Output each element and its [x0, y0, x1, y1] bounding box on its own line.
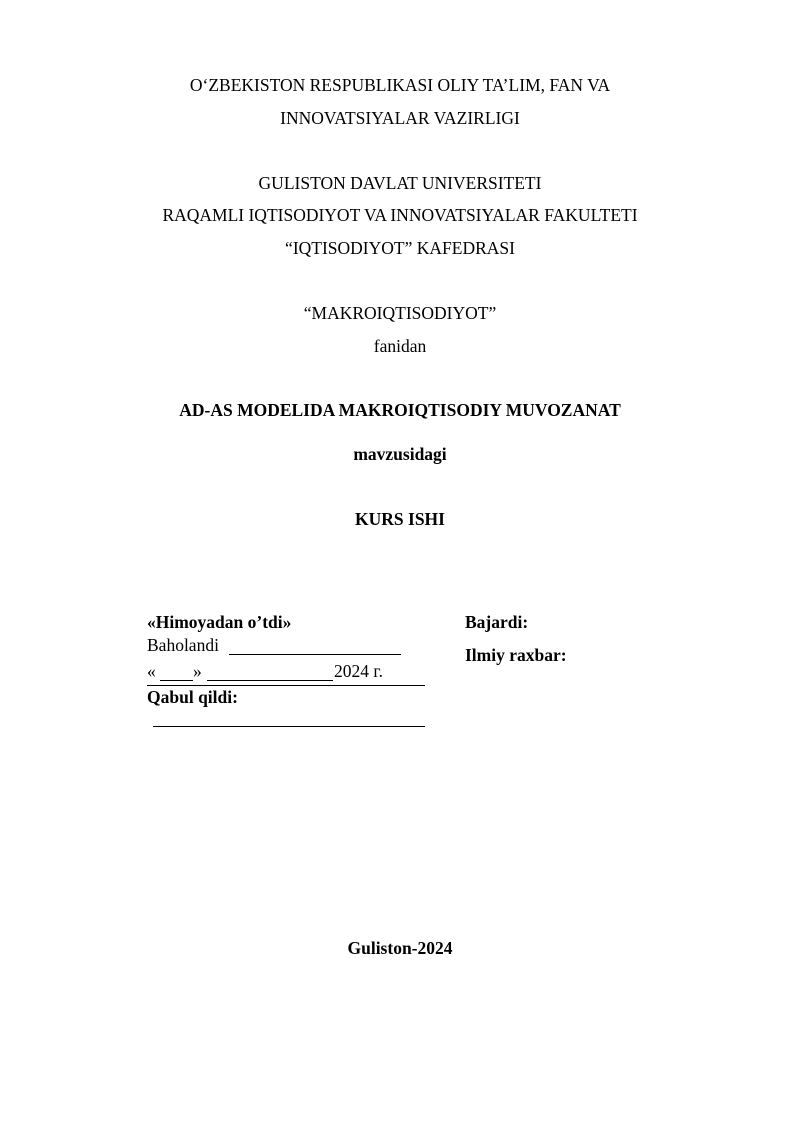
supervisor-label: Ilmiy raxbar:: [465, 645, 567, 665]
subject-suffix: fanidan: [373, 336, 427, 356]
done-by-label: Bajardi:: [465, 612, 529, 632]
topic-title: AD-AS MODELIDA MAKROIQTISODIY MUVOZANAT: [179, 400, 621, 420]
subject-name: “MAKROIQTISODIYOT”: [303, 303, 497, 323]
date-year: 2024 г.: [334, 661, 383, 681]
defense-heading: «Himoyadan o’tdi»: [147, 612, 292, 632]
date-close-quote: »: [193, 661, 202, 681]
graded-underline: [229, 654, 401, 655]
date-day-underline: [160, 680, 193, 681]
date-open-quote: «: [147, 661, 156, 681]
accepted-label: Qabul qildi:: [147, 687, 238, 707]
graded-label: Baholandi: [147, 635, 219, 655]
place-year: Guliston-2024: [347, 938, 453, 958]
topic-suffix: mavzusidagi: [353, 444, 447, 464]
date-month-underline: [207, 680, 333, 681]
ministry-line-1: O‘ZBEKISTON RESPUBLIKASI OLIY TA’LIM, FAN VA: [189, 75, 611, 95]
ministry-line-2: INNOVATSIYALAR VAZIRLIGI: [280, 108, 520, 128]
accepted-signature-line: [153, 726, 425, 727]
university-name: GULISTON DAVLAT UNIVERSITETI: [258, 173, 542, 193]
work-type: KURS ISHI: [355, 509, 445, 529]
department-name: “IQTISODIYOT” KAFEDRASI: [285, 238, 515, 258]
faculty-name: RAQAMLI IQTISODIYOT VA INNOVATSIYALAR FAKULTETI: [162, 205, 638, 225]
